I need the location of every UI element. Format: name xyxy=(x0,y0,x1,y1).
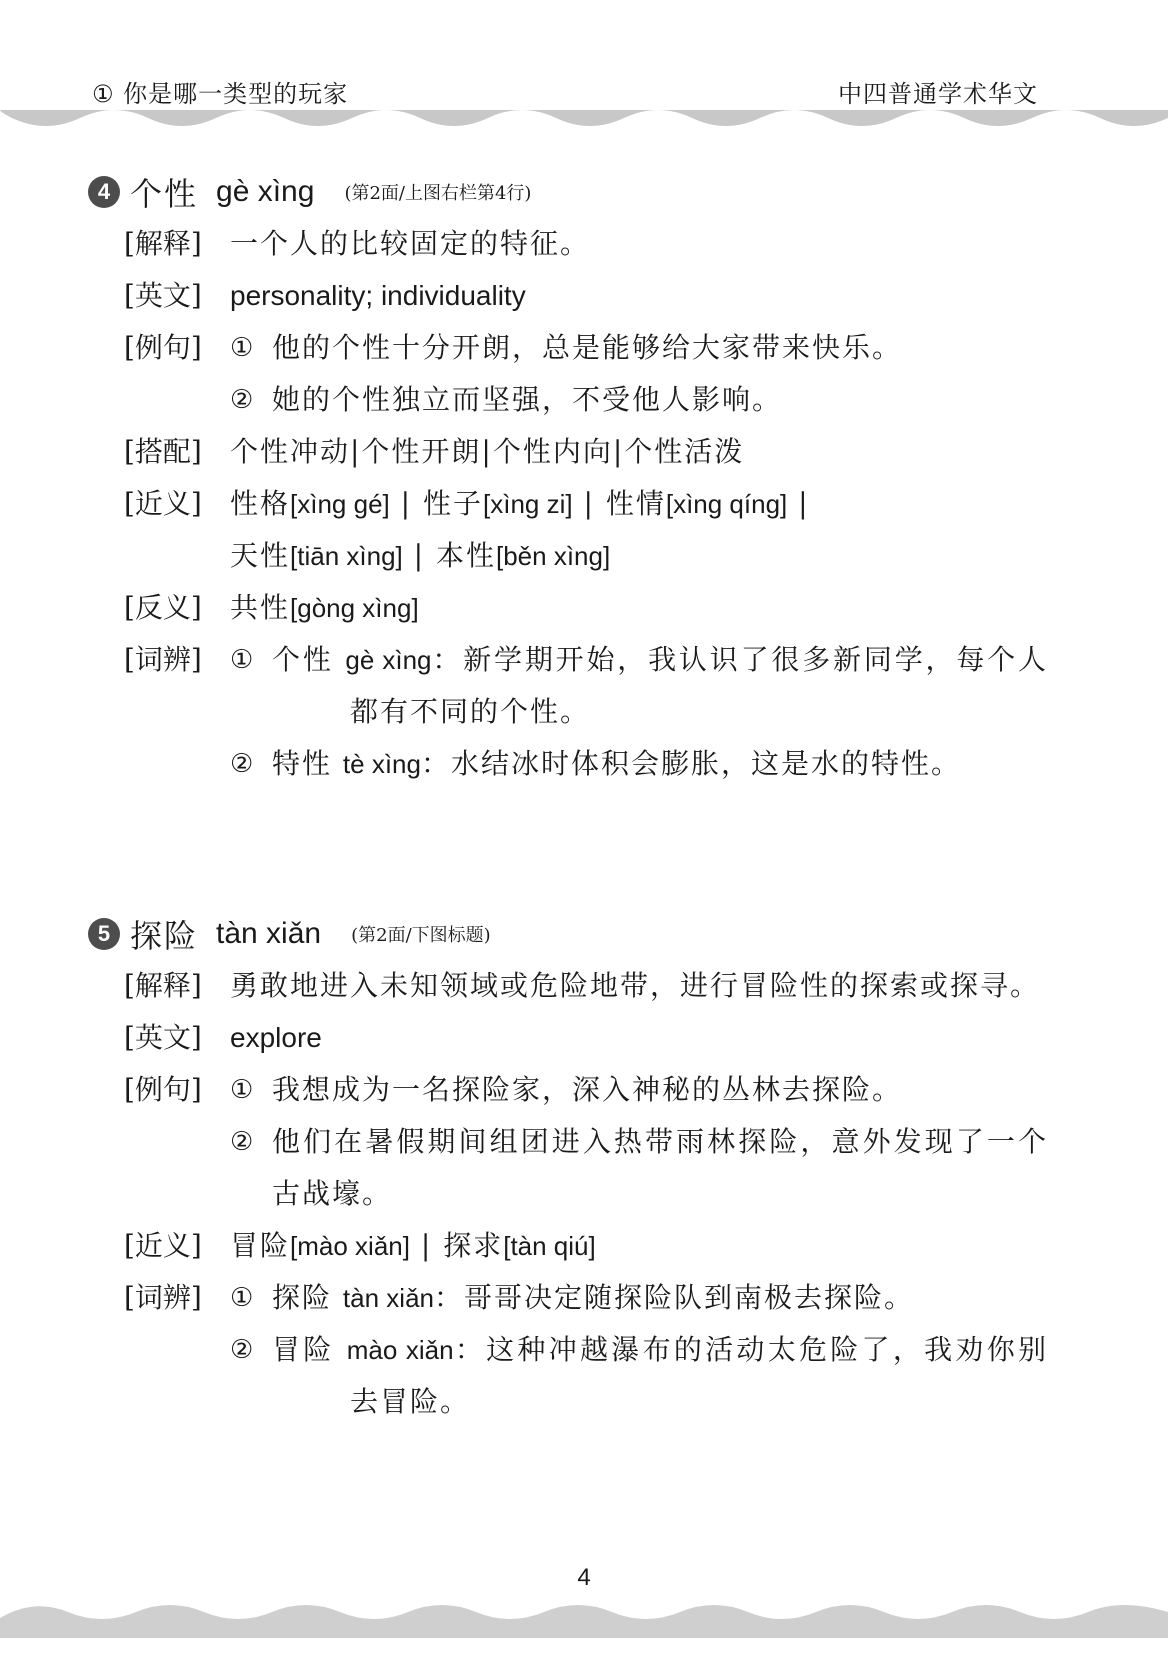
collocation-row xyxy=(88,426,1048,478)
english-label: [英文] xyxy=(124,1021,202,1054)
headword: 个性 xyxy=(130,175,199,213)
example-text: 她的个性独立而坚强，不受他人影响。 xyxy=(272,383,783,416)
headword-pinyin: gè xìng xyxy=(216,175,315,208)
example-text: 我想成为一名探险家，深入神秘的丛林去探险。 xyxy=(272,1073,903,1106)
distinction-sentence: 水结冰时体积会膨胀，这是水的特性。 xyxy=(451,747,962,780)
synonym-word: 探求 xyxy=(443,1229,504,1262)
page-number: 4 xyxy=(577,1564,591,1591)
synonym-pinyin: [běn xìng] xyxy=(496,541,611,571)
book-title: 中四普通学术华文 xyxy=(838,80,1038,108)
distinction-sentence: 这种冲越瀑布的活动太危险了，我劝你别去冒险。 xyxy=(350,1333,1048,1418)
entry-gexing xyxy=(88,168,1048,790)
distinction-sentence: 哥哥决定随探险队到南极去探险。 xyxy=(464,1281,915,1314)
explanation-row xyxy=(88,960,1048,1012)
distinction-pinyin: tàn xiǎn xyxy=(342,1283,434,1313)
synonym-label: [近义] xyxy=(124,1229,202,1262)
english-text: explore xyxy=(230,1022,322,1053)
example-marker: ① xyxy=(230,333,254,363)
distinction-label: [词辨] xyxy=(124,1281,202,1314)
synonym-word: 天性 xyxy=(230,539,291,572)
distinction-sentence: 新学期开始，我认识了很多新同学，每个人都有不同的个性。 xyxy=(350,643,1048,728)
synonym-word: 性情 xyxy=(605,487,666,520)
distinction-word: 探险 xyxy=(272,1281,333,1314)
example-marker: ② xyxy=(230,385,254,415)
explanation-text: 勇敢地进入未知领域或危险地带，进行冒险性的探索或探寻。 xyxy=(230,969,1041,1002)
synonym-word: 本性 xyxy=(435,539,496,572)
distinction-text: 特性 tè xìng：水结冰时体积会膨胀，这是水的特性。 xyxy=(272,747,962,780)
synonym-word: 冒险 xyxy=(230,1229,291,1262)
distinction-pinyin: tè xìng xyxy=(342,749,421,779)
distinction-text: 个性 gè xìng：新学期开始，我认识了很多新同学，每个人都有不同的个性。 xyxy=(272,643,1048,728)
example-item xyxy=(230,374,1048,426)
synonym-row xyxy=(88,1220,1048,1272)
example-row xyxy=(88,322,1048,426)
source-reference: (第2面/上图右栏第4行) xyxy=(344,183,532,204)
synonym-pinyin: [mào xiǎn] xyxy=(290,1231,410,1261)
distinction-word: 特性 xyxy=(272,747,333,780)
synonym-row xyxy=(88,478,1048,582)
example-row xyxy=(88,1064,1048,1220)
antonym-pinyin: [gòng xìng] xyxy=(290,593,419,623)
synonym-pinyin: [tiān xìng] xyxy=(290,541,403,571)
distinction-row xyxy=(88,634,1048,790)
antonym-word: 共性 xyxy=(230,591,291,624)
entry-number-badge: 5 xyxy=(88,918,120,950)
chapter-title: ① 你是哪一类型的玩家 xyxy=(92,80,349,108)
distinction-marker: ① xyxy=(230,645,254,675)
distinction-item xyxy=(230,634,1048,738)
distinction-pinyin: mào xiǎn xyxy=(346,1335,454,1365)
example-label: [例句] xyxy=(124,1073,202,1106)
headword: 探险 xyxy=(130,917,199,955)
distinction-item xyxy=(230,1324,1048,1428)
entry-header xyxy=(88,910,1048,958)
example-text: 他的个性十分开朗，总是能够给大家带来快乐。 xyxy=(272,331,903,364)
bottom-wave-decoration xyxy=(0,1598,1168,1638)
entry-header xyxy=(88,168,1048,216)
synonym-word: 性子 xyxy=(422,487,483,520)
entry-number-badge: 4 xyxy=(88,176,120,208)
distinction-row xyxy=(88,1272,1048,1428)
example-item xyxy=(230,322,1048,374)
explanation-label: [解释] xyxy=(124,969,202,1002)
collocation-text: 个性冲动|个性开朗|个性内向|个性活泼 xyxy=(230,435,745,468)
synonym-list: 冒险[mào xiǎn] | 探求[tàn qiú] xyxy=(230,1229,596,1262)
source-reference: (第2面/下图标题) xyxy=(351,925,491,946)
distinction-item xyxy=(230,738,1048,790)
english-label: [英文] xyxy=(124,279,202,312)
synonym-pinyin: [xìng gé] xyxy=(290,489,390,519)
distinction-marker: ② xyxy=(230,749,254,779)
explanation-label: [解释] xyxy=(124,227,202,260)
distinction-marker: ② xyxy=(230,1335,254,1365)
synonym-label: [近义] xyxy=(124,487,202,520)
english-text: personality; individuality xyxy=(230,280,526,311)
antonym-label: [反义] xyxy=(124,591,202,624)
synonym-pinyin: [tàn qiú] xyxy=(503,1231,596,1261)
synonym-pinyin: [xìng qíng] xyxy=(665,489,788,519)
distinction-word: 冒险 xyxy=(272,1333,335,1366)
distinction-pinyin: gè xìng xyxy=(345,645,432,675)
headword-pinyin: tàn xiǎn xyxy=(216,917,322,950)
explanation-row xyxy=(88,218,1048,270)
synonym-word: 性格 xyxy=(230,487,291,520)
collocation-label: [搭配] xyxy=(124,435,202,468)
top-wave-decoration xyxy=(0,110,1168,134)
distinction-marker: ① xyxy=(230,1283,254,1313)
distinction-label: [词辨] xyxy=(124,643,202,676)
english-row xyxy=(88,270,1048,322)
distinction-word: 个性 xyxy=(272,643,334,676)
example-marker: ① xyxy=(230,1075,254,1105)
antonym-text xyxy=(230,582,1048,634)
explanation-text: 一个人的比较固定的特征。 xyxy=(230,227,591,260)
entry-tanxian xyxy=(88,910,1048,1428)
synonym-list: 性格[xìng gé] | 性子[xìng zi] | 性情[xìng qíng] | 天性[tiān xìng] | 本性[běn xìng] xyxy=(230,487,810,572)
example-item xyxy=(230,1064,1048,1116)
synonym-pinyin: [xìng zi] xyxy=(483,489,573,519)
example-label: [例句] xyxy=(124,331,202,364)
distinction-text: 探险 tàn xiǎn：哥哥决定随探险队到南极去探险。 xyxy=(272,1281,915,1314)
english-row xyxy=(88,1012,1048,1064)
antonym-row xyxy=(88,582,1048,634)
example-item xyxy=(230,1116,1048,1220)
distinction-item xyxy=(230,1272,1048,1324)
example-marker: ② xyxy=(230,1127,254,1157)
example-text: 他们在暑假期间组团进入热带雨林探险，意外发现了一个古战壕。 xyxy=(272,1125,1048,1210)
distinction-text: 冒险 mào xiǎn：这种冲越瀑布的活动太危险了，我劝你别去冒险。 xyxy=(272,1333,1048,1418)
